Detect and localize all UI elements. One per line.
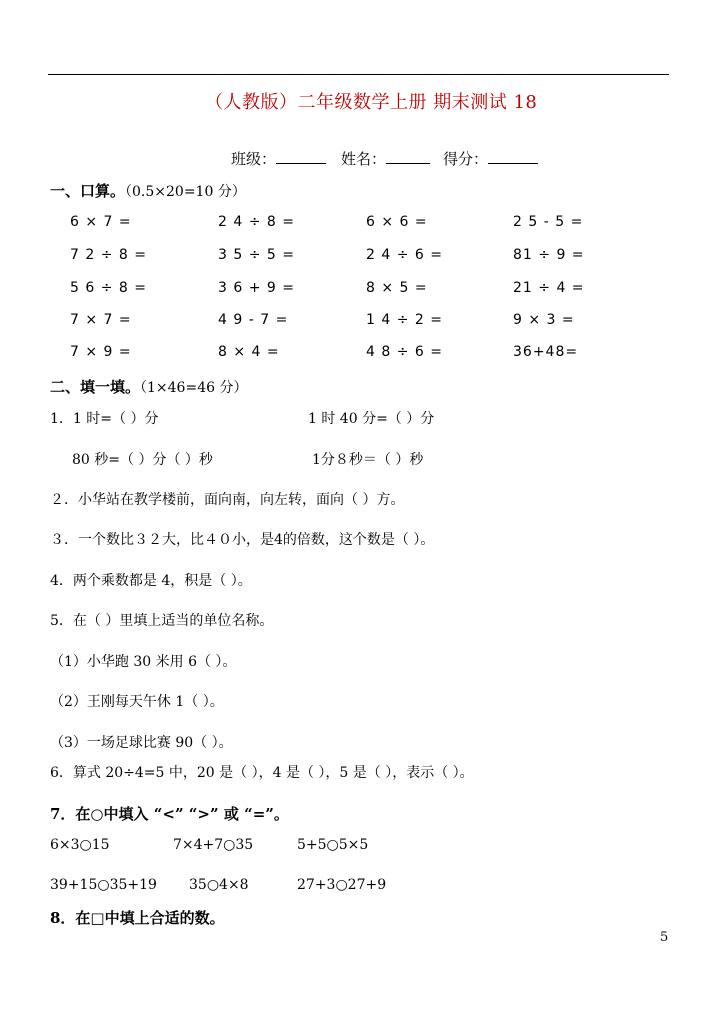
compare-r1c3: 5+5○5×5 xyxy=(297,837,369,853)
question-1c: 80 秒=（ ）分（ ）秒 xyxy=(72,452,213,468)
name-label: 姓名： xyxy=(341,150,387,168)
question-1b: 1 时 40 分=（ ）分 xyxy=(308,411,435,427)
calc-r1c1: 6 × 7 = xyxy=(70,214,132,230)
compare-r1c1: 6×3○15 xyxy=(50,837,110,853)
compare-r2c1: 39+15○35+19 xyxy=(50,877,157,893)
section2-note: （1×46=46 分） xyxy=(140,380,248,396)
calc-r2c1: 7 2 ÷ 8 = xyxy=(70,247,147,263)
calc-r1c3: 6 × 6 = xyxy=(366,214,428,230)
question-3: ３．一个数比３２大，比４０小，是4的倍数，这个数是（ ）。 xyxy=(50,532,435,548)
calc-r4c1: 7 × 7 = xyxy=(70,312,132,328)
calc-r4c2: 4 9 - 7 = xyxy=(218,312,289,328)
class-field xyxy=(231,148,326,169)
question-1a: 1．1 时=（ ）分 xyxy=(50,411,159,427)
section1-title: 一、口算。 xyxy=(50,182,126,200)
calc-r1c4: 2 5 - 5 = xyxy=(513,214,584,230)
question-2: ２．小华站在教学楼前，面向南，向左转，面向（ ）方。 xyxy=(50,492,405,508)
compare-r2c2: 35○4×8 xyxy=(189,877,249,893)
name-blank[interactable] xyxy=(386,149,430,164)
section7-heading: 7．在○中填入 “<” “>” 或 “=”。 xyxy=(50,805,289,823)
class-blank[interactable] xyxy=(276,149,326,164)
page-title: （人教版）二年级数学上册 期末测试 18 xyxy=(205,92,538,113)
calc-r5c1: 7 × 9 = xyxy=(70,344,132,360)
section1-heading xyxy=(50,180,246,201)
section2-heading xyxy=(50,376,247,397)
calc-r2c4: 81 ÷ 9 = xyxy=(513,247,585,263)
compare-r2c3: 27+3○27+9 xyxy=(297,877,387,893)
top-rule xyxy=(48,74,669,75)
calc-r4c3: 1 4 ÷ 2 = xyxy=(366,312,443,328)
section8-heading: 8．在□中填上合适的数。 xyxy=(50,909,225,927)
question-1d: 1分８秒＝（ ）秒 xyxy=(312,452,424,468)
section2-title: 二、填一填。 xyxy=(50,378,141,396)
class-label: 班级： xyxy=(231,150,277,168)
question-5: 5．在（ ）里填上适当的单位名称。 xyxy=(50,613,274,629)
calc-r2c2: 3 5 ÷ 5 = xyxy=(218,247,295,263)
calc-r2c3: 2 4 ÷ 6 = xyxy=(366,247,443,263)
calc-r5c4: 36+48= xyxy=(513,344,579,360)
name-field xyxy=(341,148,430,169)
calc-r5c2: 8 × 4 = xyxy=(218,344,280,360)
question-5-3: （3）一场足球比赛 90（ ）。 xyxy=(50,735,233,751)
score-blank[interactable] xyxy=(488,149,538,164)
score-label: 得分： xyxy=(443,150,489,168)
score-field xyxy=(443,148,538,169)
question-5-1: （1）小华跑 30 米用 6（ ）。 xyxy=(50,654,237,670)
question-5-2: （2）王刚每天午休 1（ ）。 xyxy=(50,694,224,710)
calc-r3c4: 21 ÷ 4 = xyxy=(513,280,585,296)
calc-r3c3: 8 × 5 = xyxy=(366,280,428,296)
page-number: 5 xyxy=(660,930,669,945)
calc-r3c1: 5 6 ÷ 8 = xyxy=(70,280,147,296)
compare-r1c2: 7×4+7○35 xyxy=(173,837,254,853)
question-4: 4．两个乘数都是 4，积是（ ）。 xyxy=(50,573,252,589)
section1-note: （0.5×20=10 分） xyxy=(125,184,246,200)
calc-r1c2: 2 4 ÷ 8 = xyxy=(218,214,295,230)
calc-r3c2: 3 6 + 9 = xyxy=(218,280,295,296)
calc-r4c4: 9 × 3 = xyxy=(513,312,575,328)
calc-r5c3: 4 8 ÷ 6 = xyxy=(366,344,443,360)
question-6: 6．算式 20÷4=5 中，20 是（ ），4 是（ ），5 是（ ），表示（ ）。 xyxy=(50,765,474,781)
